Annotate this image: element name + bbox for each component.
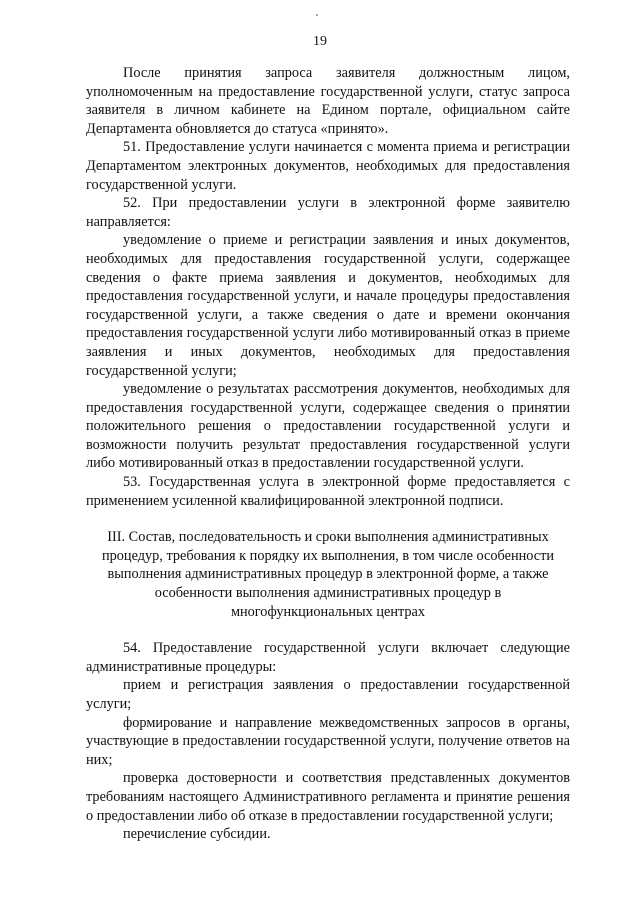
- procedure-item-registration: прием и регистрация заявления о предоставлении государственной услуги;: [86, 677, 570, 712]
- procedure-item-interagency-requests: формирование и направление межведомственных запросов в органы, участвующие в предоставлении государственной услуги, получение ответов на них;: [86, 714, 570, 768]
- paragraph-52: 52. При предоставлении услуги в электронной форме заявителю направляется:: [86, 195, 570, 230]
- procedure-item-verification: проверка достоверности и соответствия представленных документов требованиям настоящего Административного регламента и принятие решения о предоставлении либо об отказе в предоставлении государственной услуги;: [86, 770, 570, 824]
- procedure-item-subsidy-transfer: перечисление субсидии.: [123, 826, 271, 843]
- scan-speck: [316, 14, 318, 16]
- paragraph-52-notice-receipt: уведомление о приеме и регистрации заявления и иных документов, необходимых для предоставления государственной услуги, содержащее сведения о факте приема заявления и документов, необходимых для предоставления государственной услуги, и начале процедуры предоставления государственной услуги, а также сведения о дате и времени окончания предоставления государственной услуги либо мотивированный отказ в приеме заявления и иных документов, необходимых для предоставления государственной услуги;: [86, 232, 570, 379]
- section-heading-iii: III. Состав, последовательность и сроки выполнения административных процедур, требования к порядку их выполнения, в том числе особенности выполнения административных процедур в электронной форме, а также особенности выполнения административных процедур в многофункциональных центрах: [101, 529, 555, 620]
- paragraph-52-notice-result: уведомление о результатах рассмотрения документов, необходимых для предоставления государственной услуги, содержащее сведения о принятии положительного решения о предоставлении государственной услуги и возможности получить результат предоставления государственной услуги либо мотивированный отказ в предоставлении государственной услуги.: [86, 381, 570, 472]
- paragraph-53: 53. Государственная услуга в электронной форме предоставляется с применением усиленной квалифицированной электронной подписи.: [86, 474, 570, 509]
- paragraph-status-update: После принятия запроса заявителя должностным лицом, уполномоченным на предоставление государственной услуги, статус запроса заявителя в личном кабинете на Едином портале, официальном сайте Департамента обновляется до статуса «принято».: [86, 65, 570, 137]
- paragraph-54: 54. Предоставление государственной услуги включает следующие административные процедуры:: [86, 640, 570, 675]
- page-number: 19: [313, 34, 327, 49]
- document-body: [86, 64, 570, 844]
- paragraph-51: 51. Предоставление услуги начинается с момента приема и регистрации Департаментом электронных документов, необходимых для предоставления государственной услуги.: [86, 139, 570, 193]
